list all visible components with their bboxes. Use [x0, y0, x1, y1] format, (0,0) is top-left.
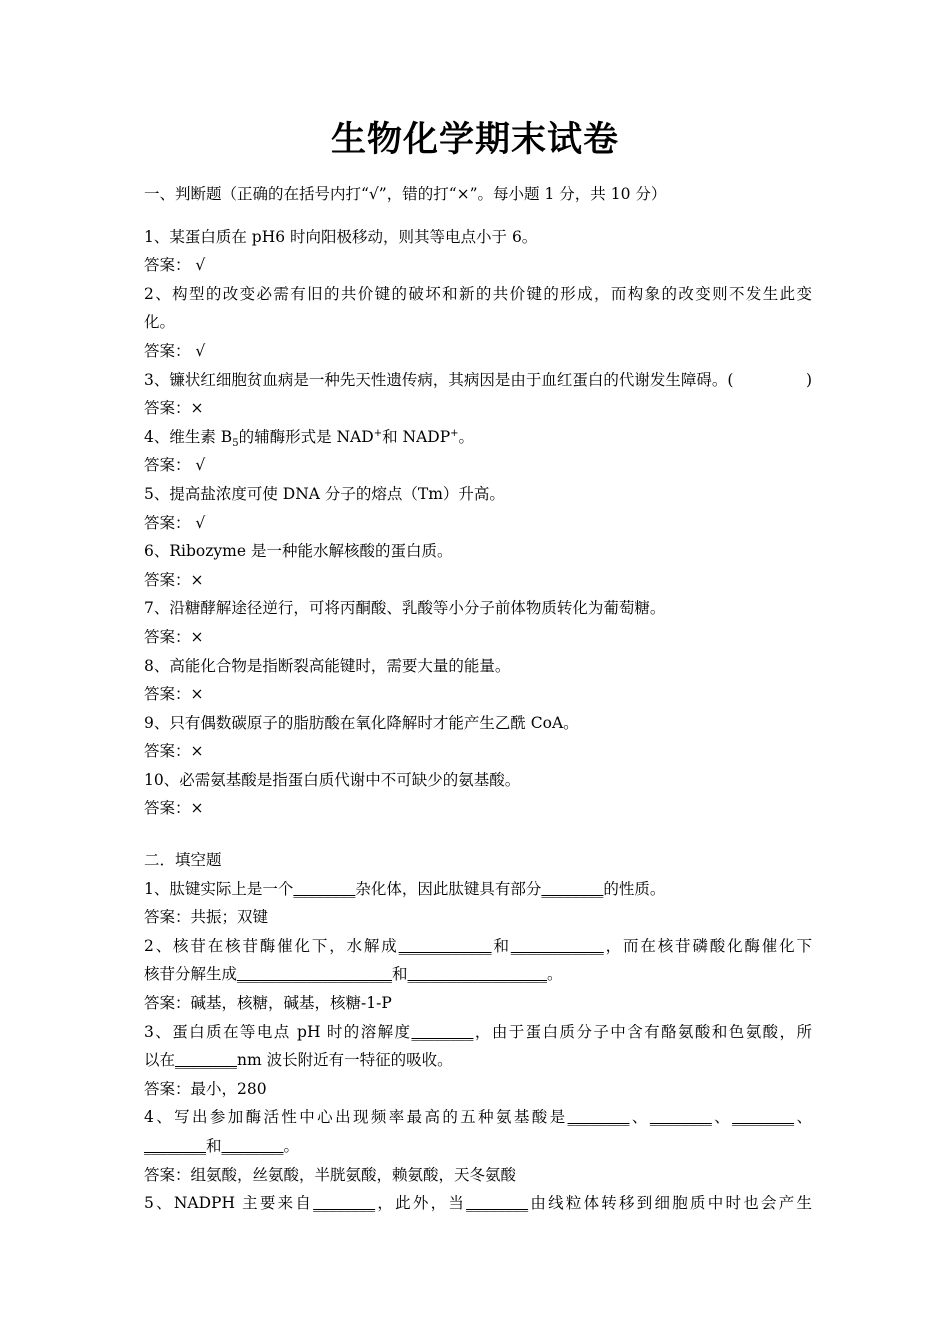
section1-heading: 一、判断题（正确的在括号内打“√”，错的打“×”。每小题 1 分，共 10 分）: [144, 185, 667, 203]
blank: __________________: [407, 965, 548, 984]
fill-question-4-line2: ________和________。: [144, 1137, 300, 1155]
question-7: 7、沿糖酵解途径逆行，可将丙酮酸、乳酸等小分子前体物质转化为葡萄糖。: [144, 599, 666, 618]
blank: ________: [466, 1194, 529, 1213]
fill-question-1: 1、肽键实际上是一个________杂化体，因此肽键具有部分________的性质。: [144, 879, 666, 898]
question-6: 6、Ribozyme 是一种能水解核酸的蛋白质。: [144, 542, 453, 561]
fill-answer-2: 答案：碱基，核糖，碱基，核糖-1-P: [144, 994, 392, 1013]
question-5: 5、提高盐浓度可使 DNA 分子的熔点（Tm）升高。: [144, 484, 505, 503]
question-2-line1: 2、构型的改变必需有旧的共价键的破坏和新的共价键的形成，而构象的改变则不发生此变: [144, 284, 812, 303]
blank: ________: [175, 1051, 238, 1070]
blank: ________: [313, 1194, 376, 1213]
question-4: 4、维生素 $B_5$的辅酶形式是 NAD+和 NADP+。: [144, 427, 475, 449]
blank: ________: [221, 1137, 284, 1155]
fill-question-3-line1: 3、蛋白质在等电点 pH 时的溶解度________，由于蛋白质分子中含有酪氨酸和色氨酸，所: [144, 1022, 812, 1041]
answer-4: 答案： √: [144, 456, 206, 475]
question-3-text: 3、镰状红细胞贫血病是一种先天性遗传病，其病因是由于血红蛋白的代谢发生障碍。(: [144, 370, 734, 389]
answer-6: 答案：×: [144, 570, 204, 589]
fill-question-5-line1: 5、NADPH 主要来自________，此外，当________由线粒体转移到细胞质中时也会产生: [144, 1194, 812, 1213]
fill-answer-4: 答案：组氨酸，丝氨酸，半胱氨酸，赖氨酸，天冬氨酸: [144, 1165, 517, 1184]
question-9: 9、只有偶数碳原子的脂肪酸在氧化降解时才能产生乙酰 CoA。: [144, 713, 579, 732]
question-1: 1、某蛋白质在 pH6 时向阳极移动，则其等电点小于 6。: [144, 227, 538, 246]
fill-question-4-line1: 4、写出参加酶活性中心出现频率最高的五种氨基酸是________、________、________、: [144, 1108, 812, 1127]
fill-question-2-line2: 核苷分解生成____________________和__________________。: [144, 965, 563, 984]
question-3: [144, 366, 812, 395]
answer-3: 答案：×: [144, 399, 204, 418]
blank: ____________________: [237, 965, 393, 984]
answer-1: 答案： √: [144, 256, 206, 275]
blank: ________: [293, 879, 356, 898]
blank: ________: [411, 1022, 474, 1041]
answer-9: 答案：×: [144, 742, 204, 761]
answer-7: 答案：×: [144, 627, 204, 646]
answer-2: 答案： √: [144, 341, 206, 360]
blank: ________: [567, 1108, 630, 1127]
blank: ________: [732, 1108, 795, 1127]
question-2-line2: 化。: [144, 313, 176, 332]
answer-5: 答案： √: [144, 513, 206, 532]
fill-question-3-line2: 以在________nm 波长附近有一特征的吸收。: [144, 1051, 453, 1070]
fill-answer-1: 答案：共振；双键: [144, 908, 269, 927]
page-title: 生物化学期末试卷: [330, 119, 619, 160]
blank: ________: [541, 879, 604, 898]
fill-answer-3: 答案：最小，280: [144, 1079, 267, 1098]
question-3-paren: ): [805, 370, 812, 389]
section2-heading: 二．填空题: [144, 851, 222, 870]
blank: ________: [649, 1108, 712, 1127]
question-10: 10、必需氨基酸是指蛋白质代谢中不可缺少的氨基酸。: [144, 770, 521, 789]
blank: ____________: [398, 936, 492, 955]
exam-content: [144, 180, 812, 1218]
blank: ____________: [510, 936, 604, 955]
blank: ________: [144, 1137, 206, 1155]
answer-10: 答案：×: [144, 799, 204, 818]
fill-question-2-line1: 2、核苷在核苷酶催化下，水解成____________和____________，而在核苷磷酸化酶催化下: [144, 936, 812, 955]
answer-8: 答案：×: [144, 685, 204, 704]
question-8: 8、高能化合物是指断裂高能键时，需要大量的能量。: [144, 656, 511, 675]
